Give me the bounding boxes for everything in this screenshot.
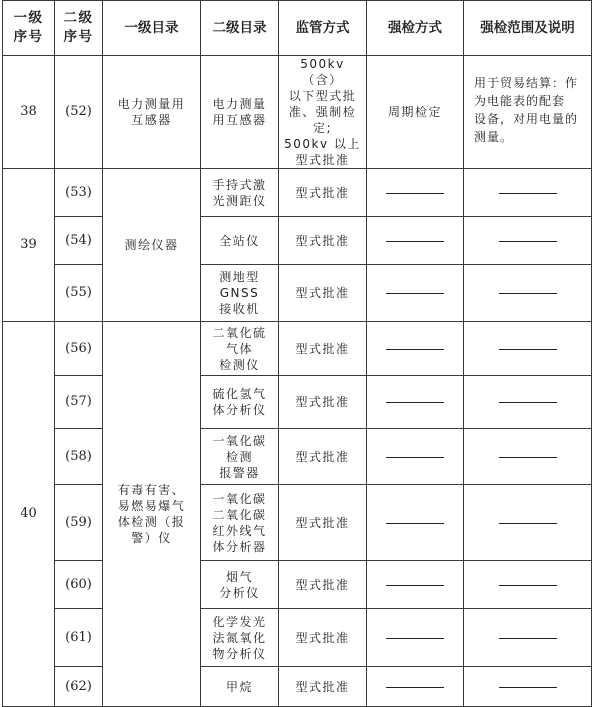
- empty-dash: [499, 638, 557, 639]
- level2-category: 一氧化碳 检测 报警器: [201, 429, 279, 485]
- table-row: [3, 56, 592, 169]
- inspection-method: [367, 376, 464, 429]
- empty-dash: [386, 349, 444, 350]
- header-supervision: 监管方式: [279, 1, 367, 56]
- header-inspection: 强检方式: [367, 1, 464, 56]
- level2-no: (57): [55, 376, 103, 429]
- scope-description: [464, 376, 592, 429]
- inspection-method: [367, 609, 464, 667]
- level1-category: 电力测量用 互感器: [103, 56, 201, 169]
- empty-dash: [386, 523, 444, 524]
- level2-category: 电力测量 用互感器: [201, 56, 279, 169]
- empty-dash: [386, 193, 444, 194]
- level2-no: (60): [55, 561, 103, 609]
- level1-no: 40: [3, 322, 55, 707]
- supervision-method: 型式批准: [279, 609, 367, 667]
- supervision-method: 型式批准: [279, 667, 367, 707]
- empty-dash: [499, 241, 557, 242]
- table-row: [3, 322, 592, 376]
- inspection-method: [367, 265, 464, 322]
- table-row: [3, 609, 592, 667]
- header-level2-no: 二级 序号: [55, 1, 103, 56]
- inspection-method: [367, 485, 464, 561]
- table-row: [3, 169, 592, 217]
- table-row: [3, 429, 592, 485]
- inspection-method: [367, 169, 464, 217]
- level2-category: 化学发光 法氮氧化 物分析仪: [201, 609, 279, 667]
- regulation-table: [2, 0, 592, 707]
- level1-no: 39: [3, 169, 55, 322]
- level2-category: 烟气 分析仪: [201, 561, 279, 609]
- inspection-method: [367, 561, 464, 609]
- level2-category: 硫化氢气 体分析仪: [201, 376, 279, 429]
- header-level2-dir: 二级目录: [201, 1, 279, 56]
- empty-dash: [386, 585, 444, 586]
- supervision-method: 型式批准: [279, 376, 367, 429]
- scope-description: [464, 609, 592, 667]
- scope-description: [464, 322, 592, 376]
- empty-dash: [386, 241, 444, 242]
- level2-no: (62): [55, 667, 103, 707]
- scope-description: [464, 265, 592, 322]
- supervision-method: 型式批准: [279, 265, 367, 322]
- level2-category: 甲烷: [201, 667, 279, 707]
- inspection-method: [367, 217, 464, 265]
- level2-no: (52): [55, 56, 103, 169]
- table-row: [3, 485, 592, 561]
- empty-dash: [386, 638, 444, 639]
- table-row: [3, 265, 592, 322]
- inspection-method: [367, 322, 464, 376]
- header-scope: 强检范围及说明: [464, 1, 592, 56]
- empty-dash: [386, 402, 444, 403]
- empty-dash: [499, 585, 557, 586]
- empty-dash: [499, 402, 557, 403]
- scope-description: 用于贸易结算：作 为电能表的配套 设备，对用电量的 测量。: [464, 56, 592, 169]
- level2-category: 手持式激 光测距仪: [201, 169, 279, 217]
- inspection-method: 周期检定: [367, 56, 464, 169]
- level2-no: (54): [55, 217, 103, 265]
- supervision-method: 型式批准: [279, 429, 367, 485]
- header-level1-dir: 一级目录: [103, 1, 201, 56]
- level2-no: (59): [55, 485, 103, 561]
- table-row: [3, 217, 592, 265]
- empty-dash: [386, 293, 444, 294]
- level2-no: (56): [55, 322, 103, 376]
- level2-category: 测地型 GNSS 接收机: [201, 265, 279, 322]
- supervision-method: 型式批准: [279, 217, 367, 265]
- empty-dash: [499, 193, 557, 194]
- table-row: [3, 376, 592, 429]
- empty-dash: [499, 457, 557, 458]
- scope-description: [464, 429, 592, 485]
- level2-category: 二氧化硫 气体 检测仪: [201, 322, 279, 376]
- scope-description: [464, 561, 592, 609]
- empty-dash: [499, 349, 557, 350]
- empty-dash: [499, 523, 557, 524]
- level1-no: 38: [3, 56, 55, 169]
- scope-description: [464, 217, 592, 265]
- inspection-method: [367, 429, 464, 485]
- supervision-method: 500kv（含） 以下型式批 准、强制检 定; 500kv 以上 型式批准: [279, 56, 367, 169]
- header-row: [3, 1, 592, 56]
- empty-dash: [499, 293, 557, 294]
- level2-no: (55): [55, 265, 103, 322]
- level2-no: (58): [55, 429, 103, 485]
- level2-category: 一氧化碳 二氧化碳 红外线气 体分析器: [201, 485, 279, 561]
- header-level1-no: 一级 序号: [3, 1, 55, 56]
- supervision-method: 型式批准: [279, 169, 367, 217]
- supervision-method: 型式批准: [279, 485, 367, 561]
- level2-no: (53): [55, 169, 103, 217]
- scope-description: [464, 485, 592, 561]
- level1-category: 测绘仪器: [103, 169, 201, 322]
- level2-no: (61): [55, 609, 103, 667]
- level2-category: 全站仪: [201, 217, 279, 265]
- supervision-method: 型式批准: [279, 561, 367, 609]
- supervision-method: 型式批准: [279, 322, 367, 376]
- level1-category: 有毒有害、 易燃易爆气 体检测（报 警）仪: [103, 322, 201, 707]
- scope-description: [464, 169, 592, 217]
- empty-dash: [386, 457, 444, 458]
- table-row: [3, 561, 592, 609]
